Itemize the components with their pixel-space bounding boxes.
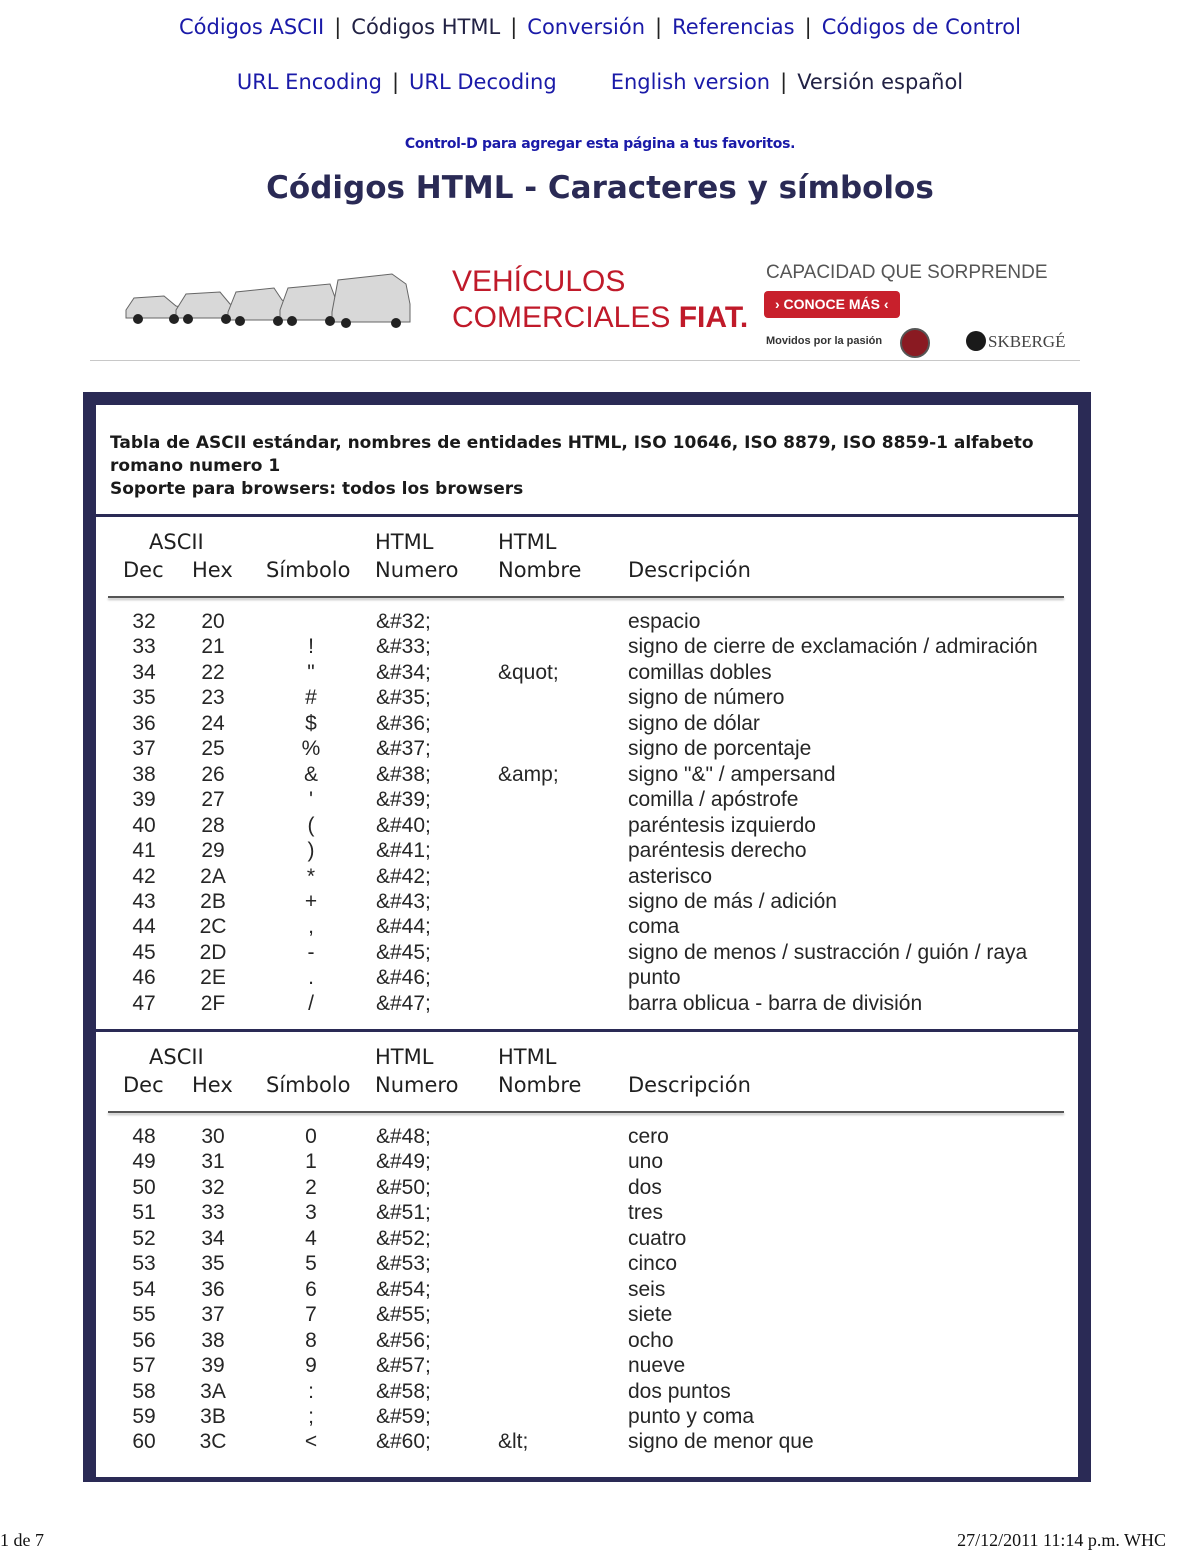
nav-separator: |: [334, 15, 342, 39]
cell-sym: &: [303, 762, 318, 786]
cell-num: &#43;: [376, 889, 431, 913]
cell-sym: .: [308, 966, 314, 990]
column-header-description: Descripción: [628, 1073, 751, 1097]
nav-link-url-encoding[interactable]: URL Encoding: [236, 70, 382, 94]
cell-dec: 57: [132, 1354, 156, 1378]
cell-desc: signo "&" / ampersand: [628, 762, 836, 786]
cell-desc: siete: [628, 1303, 673, 1327]
table-row: [96, 1252, 1078, 1278]
cell-desc: signo de menor que: [628, 1430, 814, 1454]
ad-headline-comerciales: COMERCIALES: [452, 301, 679, 334]
cell-sym: /: [308, 991, 314, 1015]
cell-num: &#46;: [376, 966, 431, 990]
cell-hex: 29: [201, 839, 225, 863]
table-row: [96, 992, 1078, 1018]
dealer-logo-icon: [966, 331, 986, 351]
cell-hex: 2F: [200, 991, 226, 1015]
table-row: [96, 890, 1078, 916]
page-title: Códigos HTML - Caracteres y símbolos: [266, 170, 934, 206]
column-header-hex: Hex: [192, 1073, 233, 1097]
section-divider: [96, 1029, 1078, 1032]
cell-dec: 51: [132, 1201, 156, 1225]
cell-sym: 9: [305, 1354, 317, 1378]
cell-desc: signo de cierre de exclamación / admiración: [628, 635, 1038, 659]
cell-sym: 1: [305, 1150, 317, 1174]
cell-num: &#33;: [376, 635, 431, 659]
cell-hex: 36: [201, 1277, 225, 1301]
table-row: [96, 1354, 1078, 1380]
cell-num: &#58;: [376, 1379, 431, 1403]
cell-hex: 3A: [200, 1379, 226, 1403]
header-rule: [108, 1111, 1064, 1113]
cell-sym: 4: [305, 1226, 317, 1250]
cell-hex: 33: [201, 1201, 225, 1225]
cell-num: &#57;: [376, 1354, 431, 1378]
cell-num: &#51;: [376, 1201, 431, 1225]
table-row: [96, 1303, 1078, 1329]
column-header-html1: HTML: [375, 1045, 434, 1069]
cell-num: &#55;: [376, 1303, 431, 1327]
column-header-description: Descripción: [628, 558, 751, 582]
cell-sym: ': [308, 788, 313, 812]
cell-dec: 59: [132, 1404, 156, 1428]
cell-desc: coma: [628, 915, 680, 939]
cell-dec: 43: [132, 889, 156, 913]
ad-banner[interactable]: [90, 240, 1080, 361]
cell-desc: dos puntos: [628, 1379, 731, 1403]
table-row: [96, 814, 1078, 840]
ad-conoce-mas-button[interactable]: › CONOCE MÁS ‹: [764, 291, 900, 318]
section-divider: [96, 514, 1078, 517]
cell-num: &#34;: [376, 660, 431, 684]
table-intro: [110, 432, 1068, 501]
cell-hex: 31: [201, 1150, 225, 1174]
table-row: [96, 865, 1078, 891]
cell-desc: barra oblicua - barra de división: [628, 991, 923, 1015]
cell-sym: $: [305, 711, 317, 735]
cell-num: &#37;: [376, 737, 431, 761]
dealer-logo: [966, 331, 1065, 352]
cell-hex: 3B: [200, 1404, 226, 1428]
cell-desc: ocho: [628, 1328, 674, 1352]
cell-dec: 36: [132, 711, 156, 735]
cell-name: &amp;: [498, 762, 559, 786]
cell-sym: 6: [305, 1277, 317, 1301]
cell-num: &#59;: [376, 1404, 431, 1428]
table-row: [96, 661, 1078, 687]
cell-num: &#53;: [376, 1252, 431, 1276]
cell-hex: 22: [201, 660, 225, 684]
cell-desc: paréntesis derecho: [628, 839, 807, 863]
cell-hex: 2E: [200, 966, 226, 990]
cell-desc: asterisco: [628, 864, 713, 888]
table-row: [96, 763, 1078, 789]
column-header-number: Numero: [375, 558, 459, 582]
cell-hex: 32: [201, 1175, 225, 1199]
cell-hex: 20: [201, 610, 225, 633]
cell-desc: nueve: [628, 1354, 686, 1378]
cell-sym: (: [307, 813, 315, 837]
table-row: [96, 1150, 1078, 1176]
cell-hex: 25: [201, 737, 225, 761]
cell-hex: 2C: [199, 915, 227, 939]
cell-num: &#60;: [376, 1430, 431, 1454]
table-row: [96, 1405, 1078, 1431]
column-header-number: Numero: [375, 1073, 459, 1097]
cell-sym: !: [308, 635, 314, 659]
nav-separator: |: [655, 15, 663, 39]
nav-link-version-espanol[interactable]: Versión español: [797, 70, 964, 94]
table-row: [96, 686, 1078, 712]
cell-sym: <: [304, 1430, 318, 1454]
column-header-symbol: Símbolo: [266, 558, 351, 582]
table-row: [96, 1125, 1078, 1151]
column-header-hex: Hex: [192, 558, 233, 582]
cell-num: &#48;: [376, 1125, 431, 1148]
cell-desc: comillas dobles: [628, 660, 772, 684]
nav-link-codigos-html[interactable]: Códigos HTML: [351, 15, 501, 39]
cell-dec: 56: [132, 1328, 156, 1352]
cell-desc: tres: [628, 1201, 664, 1225]
table-row: [96, 1380, 1078, 1406]
cell-dec: 58: [132, 1379, 156, 1403]
column-header-name: Nombre: [498, 558, 582, 582]
cell-num: &#39;: [376, 788, 431, 812]
table-row: [96, 941, 1078, 967]
cell-dec: 35: [132, 686, 156, 710]
cell-dec: 41: [132, 839, 156, 863]
nav-link-codigos-control[interactable]: Códigos de Control: [821, 15, 1021, 39]
cell-dec: 42: [132, 864, 156, 888]
header-rule: [108, 596, 1064, 598]
cell-hex: 2B: [200, 889, 226, 913]
cell-desc: espacio: [628, 610, 701, 633]
cell-num: &#50;: [376, 1175, 431, 1199]
ad-tagline: CAPACIDAD QUE SORPRENDE: [766, 262, 1048, 283]
favorites-tip: Control-D para agregar esta página a tus favoritos.: [404, 136, 796, 152]
nav-separator: |: [780, 70, 788, 94]
cell-desc: signo de menos / sustracción / guión / raya: [628, 940, 1028, 964]
nav-row-primary: [0, 15, 1200, 39]
cell-sym: ,: [308, 915, 314, 939]
fiat-logo-icon: [900, 328, 930, 358]
cell-dec: 38: [132, 762, 156, 786]
cell-sym: ): [307, 839, 315, 863]
cell-dec: 40: [132, 813, 156, 837]
cell-dec: 52: [132, 1226, 156, 1250]
cell-sym: :: [308, 1379, 314, 1403]
cell-num: &#32;: [376, 610, 431, 633]
cell-dec: 54: [132, 1277, 156, 1301]
cell-dec: 46: [132, 966, 156, 990]
dealer-name: SKBERGÉ: [988, 332, 1066, 351]
cell-sym: 5: [305, 1252, 317, 1276]
cell-sym: 7: [305, 1303, 317, 1327]
cell-desc: cero: [628, 1125, 669, 1148]
table-row: [96, 610, 1078, 636]
cell-desc: paréntesis izquierdo: [628, 813, 816, 837]
cell-sym: ": [307, 660, 315, 684]
cell-sym: %: [301, 737, 321, 761]
column-header-html1: HTML: [375, 530, 434, 554]
cell-dec: 49: [132, 1150, 156, 1174]
cell-desc: dos: [628, 1175, 662, 1199]
cell-hex: 34: [201, 1226, 225, 1250]
cell-num: &#52;: [376, 1226, 431, 1250]
cell-desc: punto y coma: [628, 1404, 755, 1428]
cell-sym: 8: [305, 1328, 317, 1352]
cell-hex: 21: [201, 635, 225, 659]
table-row: [96, 737, 1078, 763]
cell-desc: signo de dólar: [628, 711, 760, 735]
cell-desc: comilla / apóstrofe: [628, 788, 799, 812]
cell-dec: 33: [132, 635, 156, 659]
table-row: [96, 915, 1078, 941]
table-row: [96, 1201, 1078, 1227]
table-row: [96, 1227, 1078, 1253]
ad-headline-line2: [452, 300, 748, 336]
table-row: [96, 1278, 1078, 1304]
cell-dec: 60: [132, 1430, 156, 1454]
cell-hex: 35: [201, 1252, 225, 1276]
table-row: [96, 839, 1078, 865]
cell-dec: 50: [132, 1175, 156, 1199]
cell-dec: 34: [132, 660, 156, 684]
column-header-name: Nombre: [498, 1073, 582, 1097]
ad-headline-line1: VEHÍCULOS: [452, 265, 626, 298]
cell-num: &#49;: [376, 1150, 431, 1174]
cell-sym: 3: [305, 1201, 317, 1225]
cell-hex: 2A: [200, 864, 226, 888]
cell-hex: 38: [201, 1328, 225, 1352]
footer-page-number: 1 de 7: [0, 1530, 44, 1550]
cell-desc: uno: [628, 1150, 664, 1174]
column-header-ascii: ASCII: [149, 530, 204, 554]
cell-desc: signo de número: [628, 686, 785, 710]
cell-desc: seis: [628, 1277, 666, 1301]
nav-link-conversion[interactable]: Conversión: [527, 15, 646, 39]
nav-link-referencias[interactable]: Referencias: [672, 15, 795, 39]
cell-hex: 28: [201, 813, 225, 837]
cell-sym: #: [305, 686, 317, 710]
cell-dec: 48: [132, 1125, 156, 1148]
column-header-ascii: ASCII: [149, 1045, 204, 1069]
cell-dec: 47: [132, 991, 156, 1015]
cell-sym: *: [306, 864, 316, 888]
cell-dec: 53: [132, 1252, 156, 1276]
cell-hex: 24: [201, 711, 225, 735]
table-row: [96, 1430, 1078, 1456]
column-header-html2: HTML: [498, 1045, 557, 1069]
cell-name: &lt;: [498, 1430, 529, 1454]
cell-num: &#45;: [376, 940, 431, 964]
cell-hex: 37: [201, 1303, 225, 1327]
column-header-dec: Dec: [123, 1073, 164, 1097]
ad-moved-text: Movidos por la pasión: [766, 335, 883, 347]
cell-desc: signo de porcentaje: [628, 737, 812, 761]
column-header-symbol: Símbolo: [266, 1073, 351, 1097]
cell-sym: 0: [305, 1125, 317, 1148]
table-row: [96, 1329, 1078, 1355]
table-frame: [83, 392, 1091, 1482]
cell-dec: 37: [132, 737, 156, 761]
nav-link-url-decoding[interactable]: URL Decoding: [409, 70, 557, 94]
cell-hex: 27: [201, 788, 225, 812]
footer-date: 27/12/2011 11:14 p.m. WHC: [957, 1530, 1166, 1550]
cell-hex: 39: [201, 1354, 225, 1378]
vans-illustration: [124, 270, 414, 330]
cell-dec: 45: [132, 940, 156, 964]
ad-headline: [452, 264, 748, 336]
cell-desc: cinco: [628, 1252, 678, 1276]
cell-num: &#44;: [376, 915, 431, 939]
cell-num: &#54;: [376, 1277, 431, 1301]
nav-link-english-version[interactable]: English version: [610, 70, 771, 94]
nav-separator: |: [804, 15, 812, 39]
cell-num: &#36;: [376, 711, 431, 735]
ad-headline-fiat: FIAT.: [678, 301, 749, 334]
cell-hex: 2D: [199, 940, 227, 964]
cell-dec: 44: [132, 915, 156, 939]
column-header-html2: HTML: [498, 530, 557, 554]
table-row: [96, 635, 1078, 661]
nav-separator: |: [510, 15, 518, 39]
cell-name: &quot;: [498, 660, 559, 684]
cell-sym: ;: [308, 1404, 314, 1428]
cell-dec: 39: [132, 788, 156, 812]
nav-separator: |: [391, 70, 400, 94]
cell-num: &#47;: [376, 991, 431, 1015]
table-row: [96, 966, 1078, 992]
table-inner: [96, 405, 1078, 1477]
cell-hex: 23: [201, 686, 225, 710]
cell-sym: +: [304, 889, 318, 913]
nav-link-codigos-ascii[interactable]: Códigos ASCII: [179, 15, 325, 39]
cell-num: &#41;: [376, 839, 431, 863]
cell-dec: 32: [132, 610, 156, 633]
cell-sym: 2: [305, 1175, 317, 1199]
cell-hex: 26: [201, 762, 225, 786]
column-header-dec: Dec: [123, 558, 164, 582]
cell-num: &#56;: [376, 1328, 431, 1352]
nav-row-secondary: [0, 70, 1200, 94]
table-row: [96, 712, 1078, 738]
cell-num: &#42;: [376, 864, 431, 888]
cell-sym: -: [307, 940, 315, 964]
cell-dec: 55: [132, 1303, 156, 1327]
cell-num: &#38;: [376, 762, 431, 786]
table-row: [96, 1176, 1078, 1202]
cell-num: &#40;: [376, 813, 431, 837]
cell-desc: signo de más / adición: [628, 889, 837, 913]
cell-desc: punto: [628, 966, 681, 990]
cell-hex: 30: [201, 1125, 225, 1148]
cell-hex: 3C: [199, 1430, 227, 1454]
table-intro-line1: Tabla de ASCII estándar, nombres de entidades HTML, ISO 10646, ISO 8879, ISO 8859-1 alfabeto romano numero 1: [110, 433, 1034, 476]
table-row: [96, 788, 1078, 814]
cell-num: &#35;: [376, 686, 431, 710]
table-intro-line2: Soporte para browsers: todos los browsers: [110, 479, 524, 499]
cell-desc: cuatro: [628, 1226, 687, 1250]
